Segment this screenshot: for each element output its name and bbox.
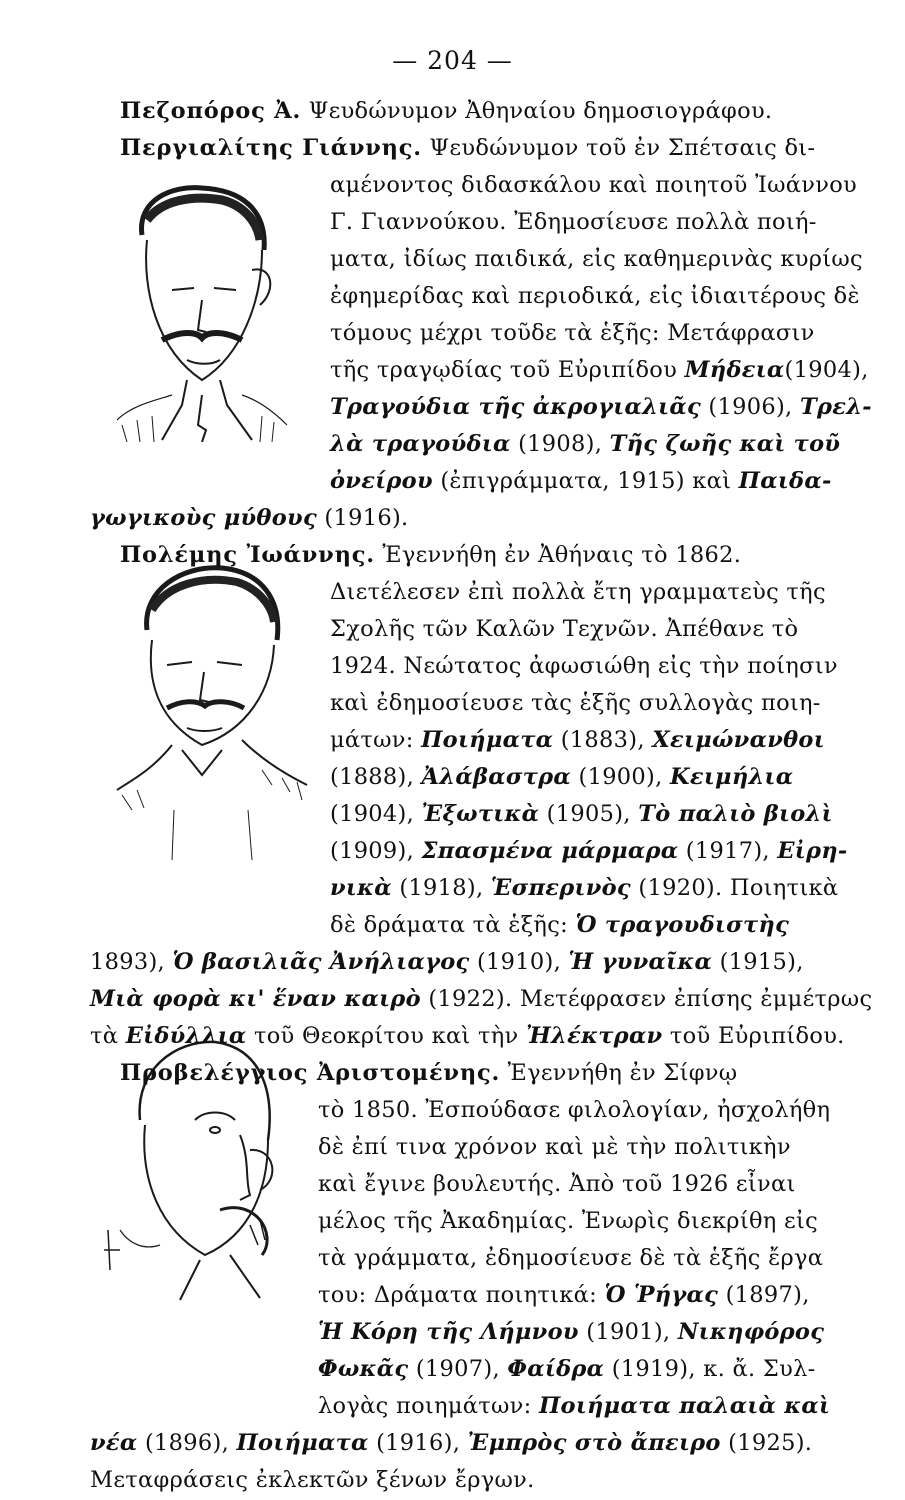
text-span: καὶ ἔγινε βουλευτής. Ἀπὸ τοῦ 1926 εἶναι (318, 1171, 796, 1197)
text-span: (1916), (368, 1430, 468, 1456)
text-span: Γ. Γιαννούκου. Ἐδημοσίευσε πολλὰ ποιή- (330, 209, 817, 235)
text-span: (1904), (784, 357, 869, 383)
text-span: Ἐγεννήθη ἐν Ἀθήναις τὸ 1862. (374, 542, 742, 568)
text-line (330, 688, 821, 718)
text-line (330, 577, 826, 607)
work-title: Ἐξωτικὰ (421, 801, 540, 827)
text-line (330, 244, 863, 274)
text-span: τὰ (90, 1023, 126, 1049)
text-line (90, 1021, 845, 1051)
text-span: τοῦ Θεοκρίτου καὶ τὴν (246, 1023, 526, 1049)
work-title: Ἀλάβαστρα (421, 764, 572, 790)
page-number: — 204 — (392, 46, 513, 75)
work-title: Ὁ Ῥήγας (604, 1282, 719, 1308)
text-line (330, 651, 838, 681)
text-span: τοῦ Εὐριπίδου. (662, 1023, 845, 1049)
text-span: (1916). (316, 505, 409, 531)
text-span: Σχολῆς τῶν Καλῶν Τεχνῶν. Ἀπέθανε τὸ (330, 616, 799, 642)
text-span: τῆς τραγῳδίας τοῦ Εὐριπίδου (330, 357, 685, 383)
text-span: (1904), (330, 801, 422, 827)
text-span: (1883), (553, 727, 653, 753)
text-line (318, 1206, 818, 1236)
work-title: γωγικοὺς μύθους (90, 505, 317, 531)
text-line (330, 318, 815, 348)
text-line (90, 503, 408, 533)
work-title: Φωκᾶς (318, 1356, 409, 1382)
text-span: (1910), (469, 949, 569, 975)
text-span: (1920). Ποιητικὰ (630, 875, 839, 901)
text-span: (1897), (718, 1282, 810, 1308)
work-title: Ἡ Κόρη τῆς Λήμνου (318, 1319, 579, 1345)
work-title: Μιὰ φορὰ κι' ἕναν καιρὸ (90, 986, 421, 1012)
text-line (330, 910, 789, 940)
text-line (90, 1465, 535, 1495)
work-title: Παιδα- (738, 468, 832, 494)
work-title: λὰ τραγούδια (330, 431, 511, 457)
text-span: (1888), (330, 764, 422, 790)
text-line (330, 799, 833, 829)
text-span: (1901), (578, 1319, 678, 1345)
text-line (330, 355, 869, 385)
entry-heading: Προβελέγγιος Ἀριστομένης. (120, 1060, 501, 1086)
text-span: (1905), (539, 801, 639, 827)
work-title: Ἐμπρὸς στὸ ἄπειρο (467, 1430, 721, 1456)
text-span: αμένοντος διδασκάλου καὶ ποιητοῦ Ἰωάννου (330, 172, 858, 198)
work-title: Εἰδύλλια (125, 1023, 247, 1049)
text-line (90, 984, 872, 1014)
text-span: Ψευδώνυμον Ἀθηναίου δημοσιογράφου. (301, 98, 773, 124)
text-line (318, 1354, 816, 1384)
text-span: (1925). (720, 1430, 813, 1456)
text-span: δὲ δράματα τὰ ἑξῆς: (330, 912, 576, 938)
work-title: νέα (90, 1430, 138, 1456)
work-title: Ποιήματα παλαιὰ καὶ (538, 1393, 831, 1419)
text-span: Ψευδώνυμον τοῦ ἐν Σπέτσαις δι- (421, 135, 816, 161)
text-line (318, 1095, 830, 1125)
text-span: (1908), (510, 431, 610, 457)
work-title: Ὁ τραγουδιστὴς (575, 912, 790, 938)
text-span: (1918), (391, 875, 491, 901)
text-line (330, 762, 793, 792)
text-span: (1906), (700, 394, 800, 420)
text-span: τὸ 1850. Ἐσπούδασε φιλολογίαν, ἠσχολήθη (318, 1097, 831, 1123)
work-title: Σπασμένα μάρμαρα (421, 838, 679, 864)
text-line (120, 133, 815, 163)
work-title: Ἠλέκτραν (525, 1023, 663, 1049)
entry-heading: Πεζοπόρος Ἀ. (120, 98, 302, 124)
text-span: Ἐγεννήθη ἐν Σίφνῳ (500, 1060, 738, 1086)
work-title: Κειμήλια (670, 764, 794, 790)
text-line (330, 614, 798, 644)
text-line (330, 207, 817, 237)
text-line (318, 1132, 791, 1162)
text-span: (1919), κ. ἄ. Συλ- (604, 1356, 816, 1382)
text-line (330, 281, 860, 311)
work-title: Εἰρη- (777, 838, 848, 864)
text-span: λογὰς ποιημάτων: (318, 1393, 539, 1419)
work-title: Ποιήματα (236, 1430, 369, 1456)
text-line (330, 466, 832, 496)
portrait-pergialitis (102, 180, 292, 442)
text-span: του: Δράματα ποιητικά: (318, 1282, 605, 1308)
text-span: (1909), (330, 838, 422, 864)
entry-heading: Πολέμης Ἰωάννης. (120, 542, 375, 568)
portrait-polemis (112, 560, 312, 865)
text-span: (1900), (571, 764, 671, 790)
text-line (318, 1280, 810, 1310)
text-line (330, 836, 848, 866)
text-line (330, 873, 838, 903)
work-title: Τρελ- (799, 394, 872, 420)
text-span: 1924. Νεώτατος ἀφωσιώθη εἰς τὴν ποίησιν (330, 653, 838, 679)
text-line (90, 1428, 812, 1458)
text-line (120, 96, 772, 126)
text-span: (ἐπιγράμματα, 1915) καὶ (432, 468, 739, 494)
text-line (120, 1058, 737, 1088)
text-span: ματα, ἰδίως παιδικά, εἰς καθημερινὰς κυρίως (330, 246, 863, 272)
text-span: Μεταφράσεις ἐκλεκτῶν ξένων ἔργων. (90, 1467, 535, 1493)
work-title: Μήδεια (684, 357, 785, 383)
text-line (318, 1169, 796, 1199)
text-span: (1922). Μετέφρασεν ἐπίσης ἐμμέτρως (420, 986, 873, 1012)
text-span: Διετέλεσεν ἐπὶ πολλὰ ἔτη γραμματεὺς τῆς (330, 579, 826, 605)
work-title: Ποιήματα (421, 727, 554, 753)
work-title: Χειμώνανθοι (652, 727, 825, 753)
text-span: 1893), (90, 949, 173, 975)
work-title: Τὸ παλιὸ βιολὶ (638, 801, 833, 827)
text-span: (1917), (678, 838, 778, 864)
text-line (318, 1391, 830, 1421)
text-span: (1896), (137, 1430, 237, 1456)
work-title: ὀνείρου (330, 468, 433, 494)
text-span: μάτων: (330, 727, 422, 753)
text-line (330, 392, 872, 422)
work-title: Ἡ γυναῖκα (568, 949, 713, 975)
text-line (330, 170, 857, 200)
work-title: Νικηφόρος (677, 1319, 825, 1345)
text-line (120, 540, 741, 570)
work-title: Φαίδρα (507, 1356, 605, 1382)
entry-heading: Περγιαλίτης Γιάννης. (120, 135, 422, 161)
text-line (318, 1317, 824, 1347)
work-title: Ἑσπερινὸς (490, 875, 631, 901)
text-line (318, 1243, 823, 1273)
work-title: νικὰ (330, 875, 392, 901)
text-span: (1907), (408, 1356, 508, 1382)
text-span: ἐφημερίδας καὶ περιοδικά, εἰς ἰδιαιτέρους δὲ (330, 283, 860, 309)
text-line (330, 429, 840, 459)
text-span: καὶ ἐδημοσίευσε τὰς ἑξῆς συλλογὰς ποιη- (330, 690, 821, 716)
text-span: τόμους μέχρι τοῦδε τὰ ἑξῆς: Μετάφρασιν (330, 320, 815, 346)
text-line (330, 725, 825, 755)
text-span: μέλος τῆς Ἀκαδημίας. Ἐνωρὶς διεκρίθη εἰς (318, 1208, 819, 1234)
text-span: (1915), (712, 949, 804, 975)
text-span: δὲ ἐπί τινα χρόνον καὶ μὲ τὴν πολιτικὴν (318, 1134, 791, 1160)
work-title: Τῆς ζωῆς καὶ τοῦ (609, 431, 841, 457)
text-span: τὰ γράμματα, ἐδημοσίευσε δὲ τὰ ἑξῆς ἔργα (318, 1245, 824, 1271)
work-title: Ὁ βασιλιᾶς Ἀνήλιαγος (172, 949, 470, 975)
work-title: Τραγούδια τῆς ἀκρογιαλιᾶς (330, 394, 701, 420)
text-line (90, 947, 804, 977)
